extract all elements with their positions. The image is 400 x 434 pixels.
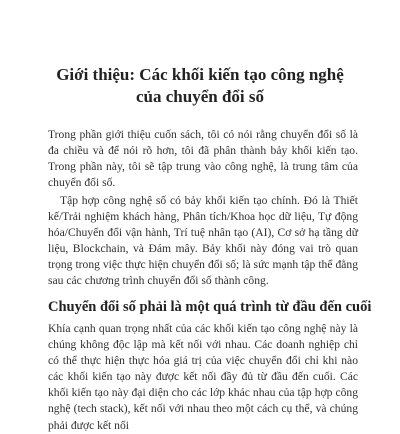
- section-heading: Chuyển đổi số phải là một quá trình từ đầu đến cuối: [48, 299, 372, 315]
- intro-paragraph-1: Trong phần giới thiệu cuốn sách, tôi có nói rằng chuyển đổi số là đa chiều và để nói rõ hơn, tôi đã phân thành bảy khối kiến tạo. Trong phần này, tôi sẽ tập trung vào công nghệ, là trung tâm của chuyển đổi số.: [48, 128, 358, 190]
- chapter-title-line-2: của chuyển đổi số: [136, 87, 264, 106]
- section-paragraph-1: Khía cạnh quan trọng nhất của các khối kiến tạo công nghệ này là chúng không độc lập mà kết nối với nhau. Các doanh nghiệp chỉ có thể thực hiện thực hóa giá trị của việc chuyển đổi chỉ khi nào các khối kiến tạo này được kết nối đầy đủ từ đầu đến cuối. Các khối kiến tạo này đại diện cho các lớp khác nhau của tập hợp công nghệ (tech stack), kết nối với nhau theo một cách cụ thể, và chúng phải được kết nối: [48, 322, 358, 432]
- intro-paragraph-2: Tập hợp công nghệ số có bảy khối kiến tạo chính. Đó là Thiết kế/Trải nghiệm khách hàng, Phân tích/Khoa học dữ liệu, Tự động hóa/Chuyển đổi vận hành, Trí tuệ nhân tạo (AI), Cơ sở hạ tầng dữ liệu, Blockchain, và Đám mây. Bảy khối này đóng vai trò quan trọng trong việc thực hiện chuyển đổi số; là sức mạnh tập thể đằng sau các chương trình chuyển đổi số thành công.: [48, 194, 358, 288]
- chapter-title-line-1: Giới thiệu: Các khối kiến tạo công nghệ: [56, 65, 344, 84]
